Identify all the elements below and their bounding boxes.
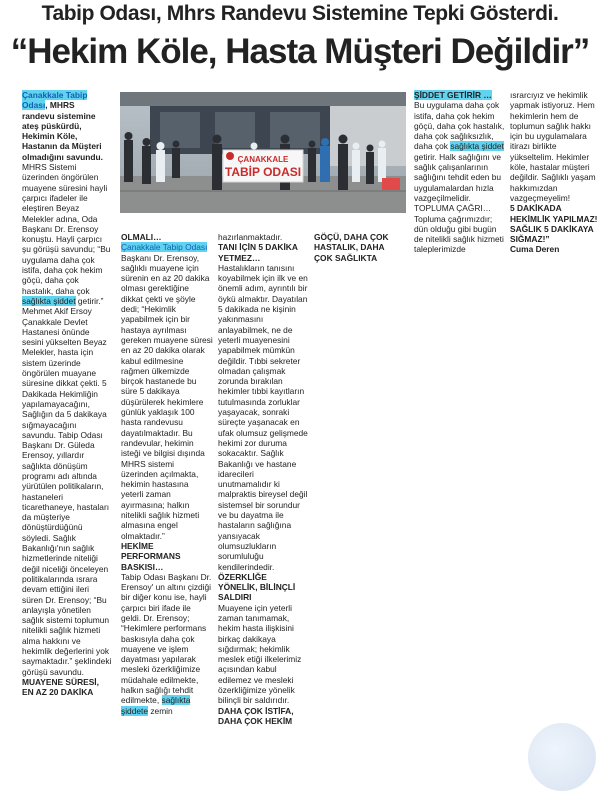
lead-text: Hastanın da Müşteri bbox=[22, 141, 102, 152]
column-1 bbox=[22, 90, 112, 698]
lead-text: ateş püskürdü, bbox=[22, 120, 82, 131]
author-name: Cuma Deren bbox=[510, 244, 560, 255]
banner-line-1: ÇANAKKALE bbox=[237, 155, 289, 164]
body-text bbox=[22, 162, 112, 677]
column-6 bbox=[510, 90, 598, 255]
subheading: TOPLUMA ÇAĞRI… bbox=[414, 203, 492, 214]
body-text: hazırlanmaktadır. bbox=[218, 232, 283, 242]
main-headline: “Hekim Köle, Hasta Müşteri Değildir” bbox=[10, 32, 590, 71]
body-text: Muayene için yeterli zaman tanımamak, hekim hasta ilişkisini birkaç dakikaya sığdırmak; hekimlik meslek etiği ilkelerimiz açısından kabul edilemez ve mesleki özerkliğimize yönelik bilinçli bir saldırıdır. bbox=[218, 602, 302, 706]
lead-text: olmadığını savundu. bbox=[22, 151, 103, 162]
subheading: DAHA ÇOK İSTİFA, DAHA ÇOK HEKİM bbox=[218, 705, 294, 726]
subheading: HEKİME PERFORMANS BASKISI… bbox=[121, 540, 181, 572]
kicker-headline: Tabip Odası, Mhrs Randevu Sistemine Tepki Gösterdi. bbox=[41, 2, 559, 25]
publication-logo-watermark bbox=[528, 723, 596, 791]
lead-text: Hekimin Köle, bbox=[22, 131, 78, 142]
protest-photo-illustration bbox=[120, 92, 406, 213]
column-5 bbox=[414, 90, 506, 255]
body-text: zemin bbox=[150, 705, 173, 716]
column-3 bbox=[218, 232, 308, 726]
highlight-text: sağlıkta şiddet bbox=[450, 141, 504, 152]
closing-slogan: 5 DAKİKADA HEKİMLİK YAPILMAZ! SAĞLIK 5 DAKİKAYA SIĞMAZ!” bbox=[510, 203, 598, 245]
body-text: Tabip Odası Başkanı Dr. Erensoy' un altını çizdiği bir diğer konu ise, hayli çarpıcı biri ifade ile geldi. Dr. Erensoy; “Hekimlere performans baskısıyla daha çok muayene ve işlem dayatması yapılarak mesleki özerkliğimize müdahale edilmekte, halkın sağlığı tehdit edilmekte, bbox=[121, 571, 212, 706]
subheading: OLMALI… bbox=[121, 232, 162, 242]
subheading: MUAYENE SÜRESİ, EN AZ 20 DAKİKA bbox=[22, 676, 99, 698]
subheading: GÖÇÜ, DAHA ÇOK HASTALIK, DAHA ÇOK SAĞLIKTA bbox=[314, 232, 389, 263]
highlight-text: sağlıkta şiddete bbox=[121, 695, 191, 716]
body-text: getirir. Halk sağlığını ve sağlık çalışanlarının sağlığını tehdit eden bu uygulamalardan hızla vazgeçilmelidir. bbox=[414, 151, 502, 203]
highlight-text: Çanakkale Tabip Odası bbox=[121, 242, 208, 253]
banner-line-2: TABİP ODASI bbox=[224, 165, 302, 179]
highlight-text: Odası bbox=[22, 100, 46, 111]
highlight-text: ŞİDDET GETİRİR … bbox=[414, 90, 492, 100]
body-text: Başkanı Dr. Erensoy, sağlıklı muayene için sürenin en az 20 dakika olması gerektiğine dikkat çekti ve şöyle dedi; “Hekimlik yapabilmek için bir hastaya ayrılması gereken muayene süresi en az 20 dakika olarak kabul edilmesine rağmen ülkemizde birçok hastanede bu süre 5 dakikaya düşürülerek hekimlere günlük yaklaşık 100 hasta randevusu dayatılmaktadır. Bu randevular, hekimin isteği ve bilgisi dışında MHRS sistemi üzerinden açılmakta, hekimin hastasına yeterli zaman ayırmasına; halkın nitelikli sağlık hizmeti almasına engel olmaktadır.” bbox=[121, 252, 213, 541]
body-text: Hastalıkların tanısını koyabilmek için ilk ve en önemli adım, ayrıntılı bir öykü almaktır. Dayatılan 5 dakikada ne kişinin yakınmasını anlayabilmek, ne de yeterli muayenesini yapabilmek mümkün değildir. Tıbbi sekreter olmadan çalışmak zorunda bırakılan hekimler tıbbi kayıtların tutulmasında zorluklar yaşayacak, sonraki süreçte yaşanacak en ufak olumsuz gelişmede hekimi zor duruma sokacaktır. Sağlık Bakanlığı ve hastane idarecileri unutmamalıdır ki malpraktis bireysel değil sistemsel bir sorundur ve bu dayatma ile hastaların sağlığına yansıyacak olumsuzlukların sorumluluğu kendilerindedir. bbox=[218, 262, 308, 572]
highlight-text: Çanakkale Tabip bbox=[22, 90, 88, 100]
column-4 bbox=[314, 232, 400, 263]
protest-photo bbox=[120, 92, 406, 213]
body-text: getirir.” Mehmet Akif Ersoy Çanakkale Devlet Hastanesi önünde sesini yükselten Beyaz Melekler, hasta için sistem üzerinde öngörülen muayane süresine dikkat çekti. 5 Dakikada Hekimliğin yapılamayacağını, Sağlığın da 5 dakikaya sığmayacağını savundu. Tabip Odası Başkanı Dr. Güleda Erensoy, yıllardır sağlıkta dönüşüm programı adı altında yürütülen politikaların, hastaneleri ticarethaneye, hastaları da müşteriye dönüştürdüğünü söyledi. Sağlık Bakanlığı'nın sağlık hizmetlerinde niteliği değil niceliği önceleyen politikalarında ısrara devam ettiğini ileri süren Dr. Erensoy; “Bu anlayışla yönetilen sağlık sistemi toplumun nitelikli sağlık hizmeti alma hakkını ve hekimlik değerlerini yok saymaktadır.” şeklindeki görüşü savundu. bbox=[22, 295, 112, 677]
subheading: TANI İÇİN 5 DAKİKA YETMEZ… bbox=[218, 242, 298, 263]
body-text: ısrarcıyız ve hekimlik yapmak istiyoruz. Hem hekimlerin hem de toplumun sağlık hakkı için bu uygulamalara itirazı birlikte yükseltelim. Hekimler köle, hastalar müşteri değildir. Sağlıklı yaşam hakkımızdan vazgeçmeyelim! bbox=[510, 90, 596, 203]
body-text: Topluma çağrımızdır; dün olduğu gibi bugün de nitelikli sağlık hizmeti taleplerimizde bbox=[414, 213, 504, 255]
body-text bbox=[414, 100, 506, 203]
lead-text: randevu sistemine bbox=[22, 110, 96, 121]
highlight-text: sağlıkta şiddet bbox=[22, 295, 76, 306]
body-text: MHRS Sistemi üzerinden öngörülen muayene süresini hayli çarpıcı ifadeler ile eleştiren Beyaz Melekler adına, Oda Başkanı Dr. Erensoy konuştu. Hayli çarpıcı şu görüşü savundu; “Bu uygulama daha çok istifa, daha çok hekim göçü, daha çok hastalık, daha çok bbox=[22, 162, 111, 296]
lead-text: , MHRS bbox=[45, 100, 75, 111]
body-text bbox=[121, 572, 213, 716]
column-2 bbox=[121, 232, 213, 716]
body-text: Bu uygulama daha çok istifa, daha çok hekim göçü, daha çok hastalık, daha çok sağlıksızlık, daha çok bbox=[414, 100, 505, 152]
subheading: ÖZERKLİĞE YÖNELİK, BİLİNÇLİ SALDIRI bbox=[218, 571, 296, 603]
body-text bbox=[121, 242, 213, 541]
